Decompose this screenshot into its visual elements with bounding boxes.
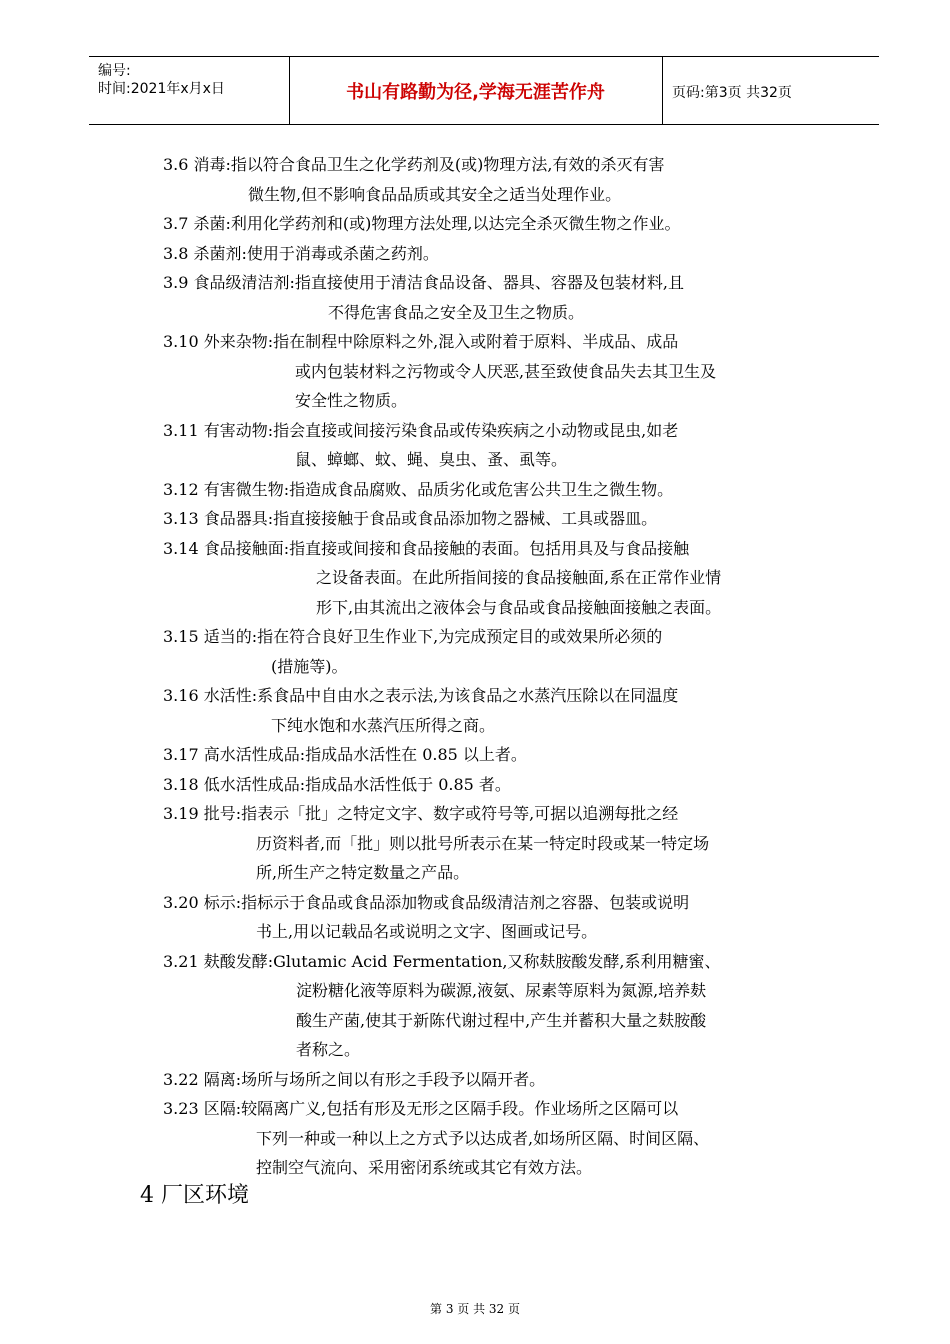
- definition-item: [163, 209, 843, 239]
- definition-item: [163, 770, 843, 800]
- definition-term-line: 3.15 适当的:指在符合良好卫生作业下,为完成预定目的或效果所必须的: [163, 627, 663, 646]
- definition-continuation-line: 安全性之物质。: [295, 391, 408, 410]
- definition-item: [163, 327, 843, 416]
- definition-term-line: 3.6 消毒:指以符合食品卫生之化学药剂及(或)物理方法,有效的杀灭有害: [163, 155, 665, 174]
- definition-term-line: 3.14 食品接触面:指直接或间接和食品接触的表面。包括用具及与食品接触: [163, 538, 690, 558]
- document-time-label: 时间:2021年x月x日: [98, 81, 225, 97]
- definition-continuation-line: 微生物,但不影响食品品质或其安全之适当处理作业。: [248, 184, 622, 204]
- header-meta: [98, 62, 225, 98]
- definition-continuation-line: 酸生产菌,使其于新陈代谢过程中,产生并蓄积大量之麸胺酸: [296, 1010, 707, 1030]
- definition-term-line: 3.7 杀菌:利用化学药剂和(或)物理方法处理,以达完全杀灭微生物之作业。: [163, 214, 681, 233]
- definition-term-line: 3.17 高水活性成品:指成品水活性在 0.85 以上者。: [163, 745, 527, 764]
- definition-continuation-line: 下纯水饱和水蒸汽压所得之商。: [271, 715, 496, 735]
- definition-continuation-line: 者称之。: [296, 1040, 361, 1059]
- definition-item: [163, 947, 843, 1065]
- definition-item: [163, 534, 843, 623]
- definition-item: [163, 740, 843, 770]
- header-bottom-rule: [89, 124, 879, 125]
- definition-continuation-line: 所,所生产之特定数量之产品。: [256, 863, 470, 882]
- header-motto: 书山有路勤为径,学海无涯苦作舟: [346, 82, 605, 103]
- definition-item: [163, 416, 843, 475]
- definition-term-line: 3.20 标示:指标示于食品或食品添加物或食品级清洁剂之容器、包装或说明: [163, 892, 690, 912]
- definition-continuation-line: 之设备表面。在此所指间接的食品接触面,系在正常作业情: [316, 568, 722, 587]
- definition-item: [163, 622, 843, 681]
- header-page-number: 页码:第3页 共32页: [672, 85, 792, 101]
- definition-item: [163, 1065, 843, 1095]
- definition-term-line: 3.21 麸酸发酵:Glutamic Acid Fermentation,又称麸胺酸发酵,系利用糖蜜、: [163, 951, 721, 971]
- definition-item: [163, 888, 843, 947]
- section-heading: 4 厂区环境: [140, 1183, 249, 1208]
- definition-item: [163, 239, 843, 269]
- definition-continuation-line: 鼠、蟑螂、蚊、蝇、臭虫、蚤、虱等。: [295, 450, 568, 469]
- definition-term-line: 3.19 批号:指表示「批」之特定文字、数字或符号等,可据以追溯每批之经: [163, 804, 679, 823]
- page-header: [89, 56, 879, 124]
- definition-item: [163, 799, 843, 888]
- header-divider: [662, 56, 663, 124]
- definition-continuation-line: 或内包装材料之污物或令人厌恶,甚至致使食品失去其卫生及: [295, 361, 717, 381]
- definition-term-line: 3.10 外来杂物:指在制程中除原料之外,混入或附着于原料、半成品、成品: [163, 332, 679, 351]
- definition-item: [163, 268, 843, 327]
- definition-term-line: 3.9 食品级清洁剂:指直接使用于清洁食品设备、器具、容器及包装材料,且: [163, 273, 685, 292]
- definition-term-line: 3.11 有害动物:指会直接或间接污染食品或传染疾病之小动物或昆虫,如老: [163, 420, 679, 440]
- definition-item: [163, 475, 843, 505]
- definition-item: [163, 1094, 843, 1183]
- definition-term-line: 3.23 区隔:较隔离广义,包括有形及无形之区隔手段。作业场所之区隔可以: [163, 1099, 679, 1118]
- document-number-label: 编号:: [98, 63, 131, 79]
- definition-continuation-line: 历资料者,而「批」则以批号所表示在某一特定时段或某一特定场: [256, 833, 710, 853]
- page-footer: 第 3 页 共 32 页: [430, 1302, 520, 1316]
- definition-item: [163, 504, 843, 534]
- definition-term-line: 3.18 低水活性成品:指成品水活性低于 0.85 者。: [163, 774, 511, 794]
- definition-continuation-line: 形下,由其流出之液体会与食品或食品接触面接触之表面。: [316, 597, 722, 617]
- definition-continuation-line: 控制空气流向、采用密闭系统或其它有效方法。: [256, 1158, 593, 1177]
- definitions-list: [163, 150, 843, 1183]
- definition-continuation-line: (措施等)。: [271, 656, 348, 676]
- definition-term-line: 3.16 水活性:系食品中自由水之表示法,为该食品之水蒸汽压除以在同温度: [163, 686, 679, 705]
- definition-term-line: 3.8 杀菌剂:使用于消毒或杀菌之药剂。: [163, 243, 439, 263]
- definition-term-line: 3.12 有害微生物:指造成食品腐败、品质劣化或危害公共卫生之微生物。: [163, 479, 674, 499]
- definition-item: [163, 150, 843, 209]
- header-top-rule: [89, 56, 879, 57]
- definition-continuation-line: 不得危害食品之安全及卫生之物质。: [328, 302, 585, 322]
- definition-continuation-line: 淀粉糖化液等原料为碳源,液氨、尿素等原料为氮源,培养麸: [296, 981, 707, 1000]
- definition-term-line: 3.13 食品器具:指直接接触于食品或食品添加物之器械、工具或器皿。: [163, 509, 658, 528]
- definition-continuation-line: 下列一种或一种以上之方式予以达成者,如场所区隔、时间区隔、: [256, 1128, 710, 1148]
- definition-item: [163, 681, 843, 740]
- definition-term-line: 3.22 隔离:场所与场所之间以有形之手段予以隔开者。: [163, 1069, 546, 1089]
- definition-continuation-line: 书上,用以记载品名或说明之文字、图画或记号。: [256, 922, 598, 941]
